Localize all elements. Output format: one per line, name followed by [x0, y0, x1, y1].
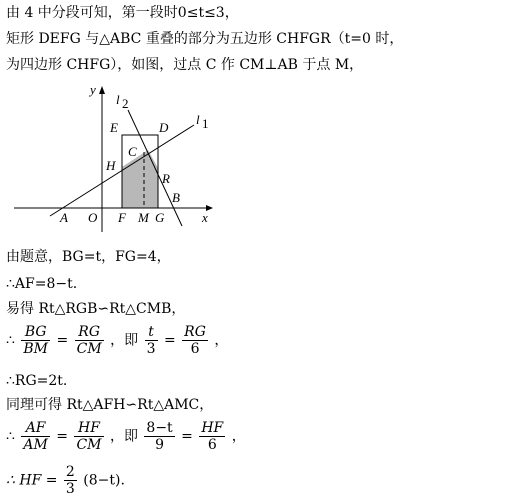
final-result-row: ∴ HF = $\frac{2}{3}$ (8−t). [6, 464, 125, 497]
fraction-AF-AM: $\frac{AF}{AM}$ [23, 420, 48, 453]
fraction-RG-6: $\frac{RG}{6}$ [184, 324, 206, 357]
label-D: D [159, 120, 169, 135]
solution-line-1: 由题意，BG=t，FG=4， [6, 249, 171, 265]
fraction-BG-BM: $\frac{BG}{BM}$ [23, 324, 48, 357]
label-C: C [128, 144, 137, 159]
solution-line-2: ∴AF=8−t. [6, 276, 78, 292]
intro-line-2: 矩形 DEFG 与△ABC 重叠的部分为五边形 CHFGR（t=0 时， [6, 31, 404, 47]
fraction-HF-CM: $\frac{HF}{CM}$ [76, 420, 102, 453]
label-y: y [90, 82, 96, 97]
solution-line-5: ∴RG=2t. [6, 373, 68, 389]
label-R: R [162, 171, 170, 186]
label-E: E [110, 120, 118, 135]
fraction-HF-6: $\frac{HF}{6}$ [201, 420, 224, 453]
proportion-row-2: ∴ $\frac{AF}{AM}$ = $\frac{HF}{CM}$ ，即 $\frac{8-t}{9}$ = $\frac{HF}{6}$ ， [6, 420, 246, 453]
label-M: M [138, 210, 149, 225]
label-H: H [106, 158, 116, 173]
solution-line-3: 易得 Rt△RGB∽Rt△CMB， [6, 301, 186, 317]
fraction-8-t-9: $\frac{8-t}{9}$ [146, 420, 173, 453]
label-B: B [172, 190, 180, 205]
label-x: x [202, 210, 208, 225]
label-G: G [155, 210, 165, 225]
therefore-symbol: ∴ [6, 332, 15, 349]
intro-line-3: 为四边形 CHFG），如图，过点 C 作 CM⊥AB 于点 M， [6, 57, 364, 73]
label-O: O [88, 210, 98, 225]
y-axis-arrow [99, 86, 105, 94]
label-l2-sub: 2 [122, 96, 129, 111]
label-A: A [60, 210, 68, 225]
therefore-symbol: ∴ [6, 428, 15, 445]
label-l1: l [196, 112, 200, 127]
coordinate-diagram [10, 82, 220, 242]
solution-line-6: 同理可得 Rt△AFH∽Rt△AMC， [6, 397, 214, 413]
intro-line-1: 由 4 中分段可知，第一段时0≤t≤3， [6, 5, 239, 21]
label-F: F [118, 210, 126, 225]
fraction-t-3: $\frac{t}{3}$ [146, 324, 156, 357]
label-l2: l [116, 92, 120, 107]
proportion-row-1: ∴ $\frac{BG}{BM}$ = $\frac{RG}{CM}$ ，即 $\frac{t}{3}$ = $\frac{RG}{6}$ ， [6, 324, 229, 357]
fraction-2-3: $\frac{2}{3}$ [65, 464, 75, 497]
label-l1-sub: 1 [202, 116, 209, 131]
geometry-figure [10, 82, 220, 246]
fraction-RG-CM: $\frac{RG}{CM}$ [76, 324, 102, 357]
